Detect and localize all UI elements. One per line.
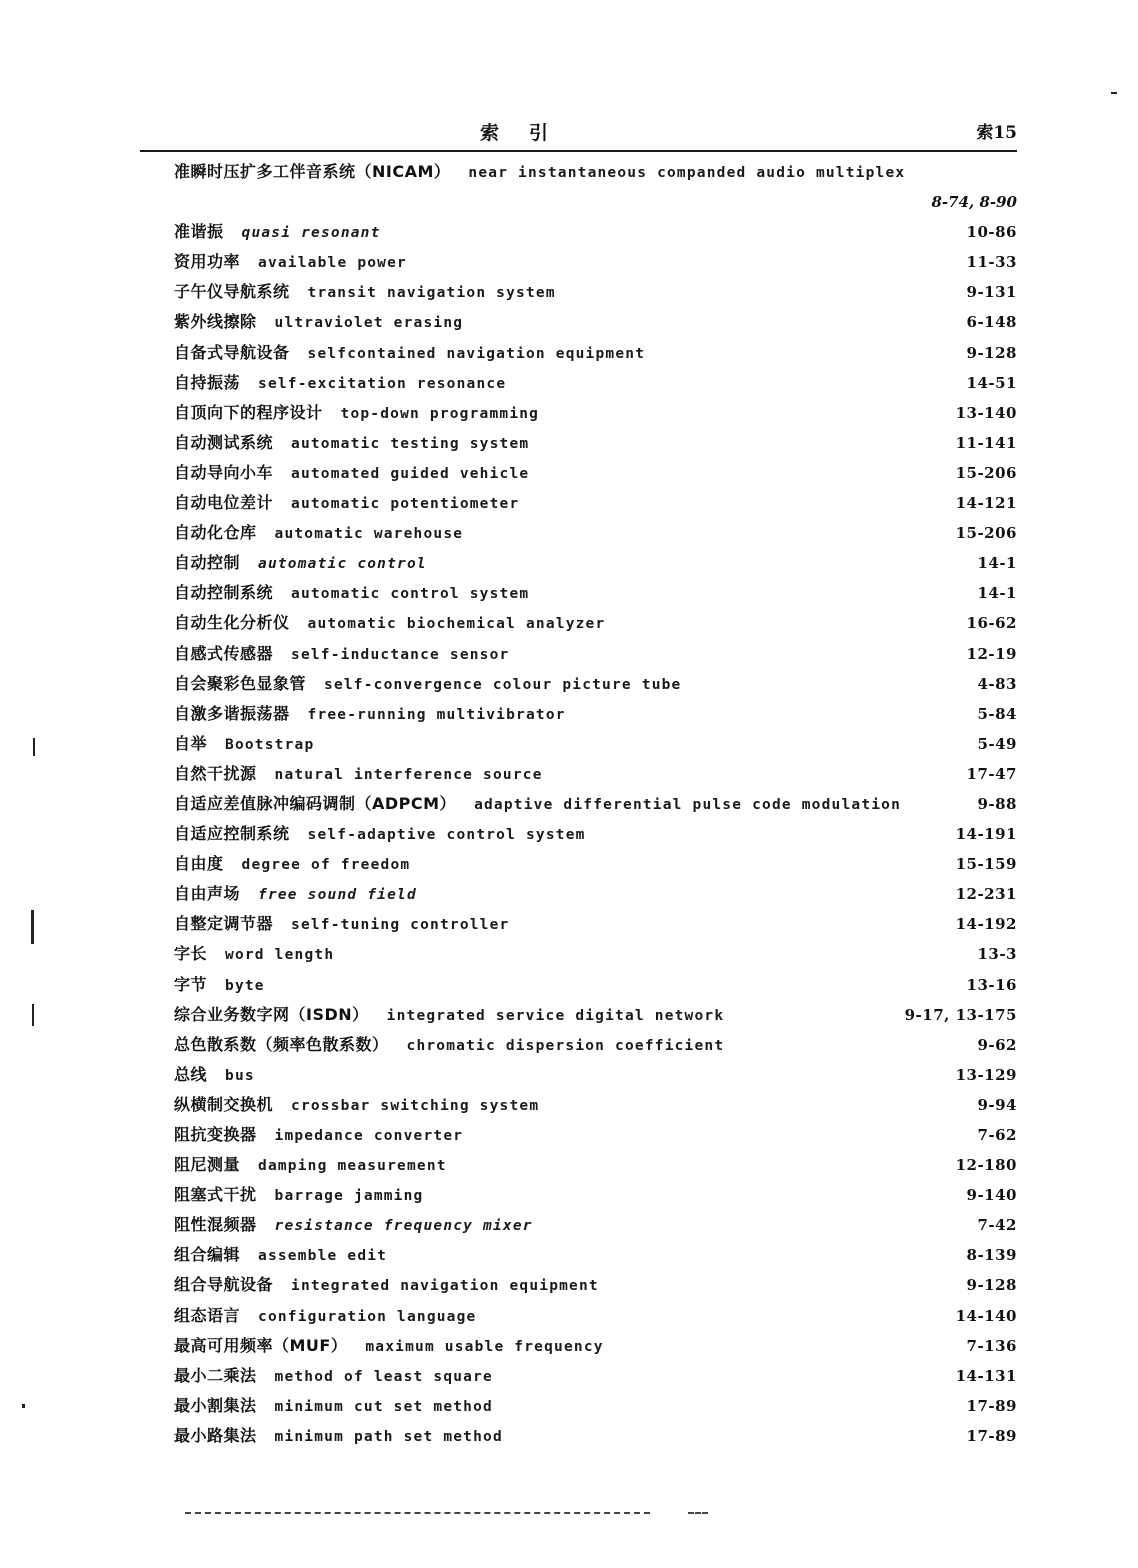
index-entry	[174, 970, 1017, 1000]
entry-chinese-term: 总色散系数（频率色散系数）	[174, 1034, 389, 1054]
entry-english-term: minimum path set method	[274, 1428, 503, 1445]
index-entry	[174, 398, 1017, 428]
index-entry	[174, 1301, 1017, 1331]
entry-page-ref: 11-33	[966, 253, 1017, 272]
entry-chinese-term: 自会聚彩色显象管	[174, 673, 307, 693]
entry-chinese-term: 准谐振	[174, 222, 224, 242]
index-entry	[174, 548, 1017, 578]
footer-rule	[688, 1512, 708, 1514]
entry-chinese-term: 自持振荡	[174, 372, 241, 392]
entry-page-ref: 9-128	[966, 1276, 1017, 1295]
index-entry	[174, 428, 1017, 458]
entry-english-term: automatic control	[258, 556, 427, 573]
entry-chinese-term: 字长	[174, 944, 208, 964]
index-entry	[174, 939, 1017, 969]
index-entry	[174, 1150, 1017, 1180]
index-entry	[174, 909, 1017, 939]
entry-chinese-term: 综合业务数字网（ISDN）	[174, 1004, 369, 1024]
entry-chinese-term: 最小路集法	[174, 1425, 257, 1445]
footer-rule	[185, 1512, 650, 1514]
entry-page-ref: 14-140	[955, 1306, 1017, 1325]
entry-page-ref: 14-121	[955, 494, 1017, 513]
entry-chinese-term: 自举	[174, 733, 208, 753]
index-entry	[174, 1210, 1017, 1240]
entry-chinese-term: 自顶向下的程序设计	[174, 402, 323, 422]
scan-mark	[33, 738, 35, 756]
entry-english-term: ultraviolet erasing	[274, 315, 464, 332]
scan-mark	[32, 1004, 34, 1026]
entry-english-term: byte	[225, 977, 265, 994]
entry-english-term: method of least square	[274, 1368, 493, 1385]
index-entry	[174, 578, 1017, 608]
index-entry	[174, 1240, 1017, 1270]
entry-chinese-term: 自动化仓库	[174, 523, 257, 543]
entry-page-ref: 14-191	[955, 825, 1017, 844]
entry-english-term: impedance converter	[274, 1128, 464, 1144]
entry-english-term: transit navigation system	[307, 285, 556, 302]
entry-page-ref: 6-148	[966, 313, 1017, 332]
entry-english-term: self-adaptive control system	[307, 827, 586, 844]
index-entry	[174, 759, 1017, 789]
entry-english-term: automatic control system	[291, 586, 530, 603]
entry-english-term: automatic testing system	[291, 435, 530, 452]
index-entry	[174, 1060, 1017, 1090]
header-rule	[140, 150, 1017, 152]
entry-chinese-term: 最小二乘法	[174, 1365, 257, 1385]
entry-chinese-term: 自感式传感器	[174, 643, 274, 663]
entry-chinese-term: 字节	[174, 974, 208, 994]
entry-page-ref: 9-62	[977, 1035, 1017, 1054]
entry-page-ref: 9-88	[977, 794, 1017, 813]
index-entry-continuation	[174, 187, 1017, 217]
page-number: 索15	[976, 123, 1017, 143]
entry-chinese-term: 阻尼测量	[174, 1155, 241, 1175]
entry-page-ref: 9-128	[966, 343, 1017, 362]
index-entry	[174, 1270, 1017, 1300]
entry-page-ref: 15-206	[955, 463, 1017, 482]
entry-page-ref: 14-192	[955, 915, 1017, 934]
index-entry	[174, 217, 1017, 247]
entry-english-term: free sound field	[258, 887, 417, 904]
entry-chinese-term: 自动控制	[174, 553, 241, 573]
entry-page-ref: 7-136	[966, 1336, 1017, 1355]
entry-page-ref: 11-141	[955, 433, 1017, 452]
entry-chinese-term: 自适应控制系统	[174, 824, 290, 844]
entry-page-ref: 12-19	[966, 644, 1017, 663]
index-entry	[174, 699, 1017, 729]
index-entry	[174, 1120, 1017, 1150]
entry-english-term: automated guided vehicle	[291, 465, 530, 482]
index-entry	[174, 277, 1017, 307]
entry-english-term: self-inductance sensor	[291, 646, 510, 663]
entry-page-ref: 14-1	[977, 584, 1017, 603]
entry-english-term: minimum cut set method	[274, 1398, 493, 1415]
entry-chinese-term: 组态语言	[174, 1305, 241, 1325]
index-entry-list	[174, 157, 1017, 1451]
entry-chinese-term: 紫外线擦除	[174, 312, 257, 332]
index-entry	[174, 1090, 1017, 1120]
entry-english-term: word length	[225, 947, 335, 964]
entry-page-ref: 14-51	[966, 373, 1017, 392]
entry-chinese-term: 最小割集法	[174, 1395, 257, 1415]
entry-chinese-term: 子午仪导航系统	[174, 282, 290, 302]
entry-english-term: adaptive differential pulse code modulation	[474, 796, 902, 813]
entry-page-ref: 5-84	[977, 704, 1017, 723]
entry-chinese-term: 准瞬时压扩多工伴音系统（NICAM）	[174, 162, 451, 181]
entry-page-ref: 17-89	[966, 1396, 1017, 1415]
entry-chinese-term: 自动电位差计	[174, 493, 274, 513]
entry-english-term: self-tuning controller	[291, 917, 510, 934]
index-entry	[174, 368, 1017, 398]
entry-page-ref: 13-3	[977, 945, 1017, 964]
index-entry	[174, 819, 1017, 849]
index-entry	[174, 1421, 1017, 1451]
index-entry	[174, 789, 1017, 819]
entry-english-term: available power	[258, 255, 407, 272]
index-entry	[174, 1030, 1017, 1060]
scan-mark	[31, 910, 34, 944]
entry-page-ref: 10-86	[966, 223, 1017, 242]
entry-page-ref: 17-47	[966, 764, 1017, 783]
entry-page-ref: 9-131	[966, 283, 1017, 302]
entry-english-term: free-running multivibrator	[307, 706, 566, 723]
entry-english-term: automatic warehouse	[274, 526, 464, 543]
entry-english-term: near instantaneous companded audio multiplex	[468, 165, 906, 181]
entry-english-term: selfcontained navigation equipment	[307, 345, 646, 362]
page-header	[140, 118, 1017, 146]
entry-page-ref: 7-42	[977, 1216, 1017, 1235]
entry-chinese-term: 阻抗变换器	[174, 1125, 257, 1144]
entry-page-ref: 7-62	[977, 1126, 1017, 1144]
index-entry	[174, 157, 1017, 187]
entry-chinese-term: 自备式导航设备	[174, 342, 290, 362]
entry-chinese-term: 自适应差值脉冲编码调制（ADPCM）	[174, 793, 457, 813]
entry-chinese-term: 自激多谐振荡器	[174, 703, 290, 723]
entry-page-ref: 12-180	[955, 1156, 1017, 1175]
entry-english-term: self-excitation resonance	[258, 375, 507, 392]
entry-chinese-term: 自整定调节器	[174, 914, 274, 934]
entry-chinese-term: 自动导向小车	[174, 462, 274, 482]
entry-page-ref: 9-94	[977, 1095, 1017, 1114]
entry-english-term: configuration language	[258, 1308, 477, 1325]
index-entry	[174, 1391, 1017, 1421]
entry-english-term: self-convergence colour picture tube	[324, 676, 682, 693]
entry-page-ref: 9-17, 13-175	[904, 1005, 1017, 1024]
entry-chinese-term: 阻性混频器	[174, 1215, 257, 1235]
entry-english-term: quasi resonant	[241, 225, 381, 242]
entry-chinese-term: 自动生化分析仪	[174, 613, 290, 633]
index-entry	[174, 488, 1017, 518]
entry-english-term: top-down programming	[340, 405, 540, 422]
entry-page-ref: 15-159	[955, 855, 1017, 874]
entry-chinese-term: 纵横制交换机	[174, 1094, 274, 1114]
entry-page-ref: 13-16	[966, 975, 1017, 994]
entry-english-term: natural interference source	[274, 766, 543, 783]
index-entry	[174, 518, 1017, 548]
index-entry	[174, 849, 1017, 879]
index-entry	[174, 458, 1017, 488]
entry-page-ref: 15-206	[955, 524, 1017, 543]
entry-english-term: barrage jamming	[274, 1188, 424, 1205]
entry-page-ref: 14-1	[977, 554, 1017, 573]
entry-english-term: resistance frequency mixer	[274, 1218, 533, 1235]
entry-chinese-term: 组合导航设备	[174, 1275, 274, 1295]
index-entry	[174, 669, 1017, 699]
entry-chinese-term: 总线	[174, 1064, 208, 1084]
entry-page-ref: 13-140	[955, 403, 1017, 422]
entry-chinese-term: 自由度	[174, 854, 224, 874]
index-entry	[174, 1180, 1017, 1210]
index-entry	[174, 879, 1017, 909]
entry-chinese-term: 资用功率	[174, 252, 241, 272]
entry-english-term: crossbar switching system	[291, 1097, 540, 1114]
entry-english-term: chromatic dispersion coefficient	[406, 1037, 725, 1054]
entry-page-ref: 9-140	[966, 1186, 1017, 1205]
scan-mark	[22, 1404, 25, 1408]
entry-chinese-term: 自动测试系统	[174, 432, 274, 452]
entry-chinese-term: 自动控制系统	[174, 583, 274, 603]
entry-page-ref: 8-74, 8-90	[931, 193, 1017, 212]
entry-chinese-term: 组合编辑	[174, 1245, 241, 1265]
index-entry	[174, 1361, 1017, 1391]
entry-page-ref: 13-129	[955, 1065, 1017, 1084]
entry-chinese-term: 自然干扰源	[174, 763, 257, 783]
index-entry	[174, 307, 1017, 337]
entry-page-ref: 4-83	[977, 674, 1017, 693]
entry-english-term: integrated service digital network	[386, 1007, 725, 1024]
index-entry	[174, 608, 1017, 638]
index-entry	[174, 338, 1017, 368]
entry-english-term: degree of freedom	[241, 857, 411, 874]
entry-page-ref: 8-139	[966, 1246, 1017, 1265]
index-entry	[174, 639, 1017, 669]
entry-page-ref: 14-131	[955, 1366, 1017, 1385]
entry-page-ref: 12-231	[955, 885, 1017, 904]
entry-page-ref: 16-62	[966, 614, 1017, 633]
index-entry	[174, 247, 1017, 277]
entry-page-ref: 5-49	[977, 734, 1017, 753]
index-entry	[174, 1000, 1017, 1030]
entry-english-term: maximum usable frequency	[365, 1338, 604, 1355]
page-title: 索引	[480, 122, 579, 144]
entry-english-term: damping measurement	[258, 1158, 447, 1175]
entry-chinese-term: 阻塞式干扰	[174, 1185, 257, 1205]
index-entry	[174, 1331, 1017, 1361]
entry-english-term: automatic potentiometer	[291, 496, 520, 513]
entry-english-term: automatic biochemical analyzer	[307, 616, 606, 633]
entry-english-term: Bootstrap	[225, 736, 315, 753]
entry-english-term: integrated navigation equipment	[291, 1278, 599, 1295]
entry-chinese-term: 自由声场	[174, 884, 241, 904]
scan-mark	[1111, 92, 1117, 94]
entry-page-ref: 17-89	[966, 1426, 1017, 1445]
entry-chinese-term: 最高可用频率（MUF）	[174, 1335, 348, 1355]
entry-english-term: assemble edit	[258, 1248, 388, 1265]
index-entry	[174, 729, 1017, 759]
entry-english-term: bus	[225, 1067, 255, 1084]
